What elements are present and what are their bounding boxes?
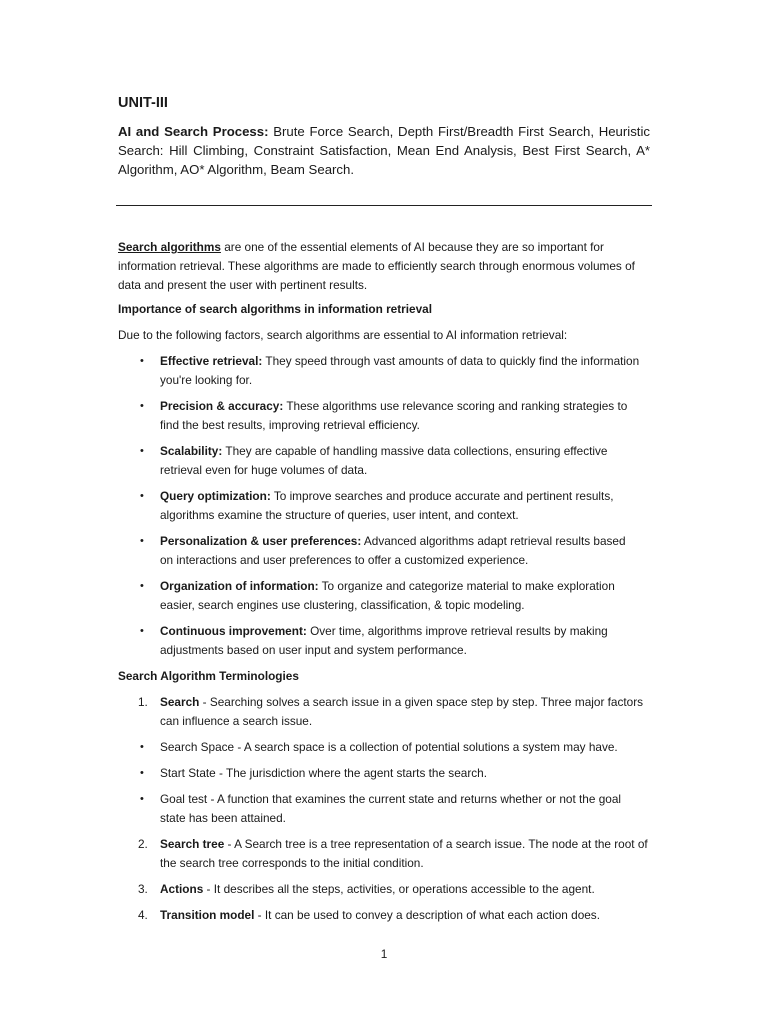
- intro-term: Search algorithms: [118, 240, 221, 254]
- unit-topics-label: AI and Search Process:: [118, 124, 269, 139]
- unit-topics: [118, 122, 650, 179]
- item-text: Over time, algorithms improve retrieval results by making adjustments based on user input and system performance.: [160, 624, 608, 657]
- item-term: Continuous improvement:: [160, 624, 307, 638]
- list-item: [118, 764, 640, 783]
- item-text: Goal test - A function that examines the current state and returns whether or not the goal state has been attained.: [160, 792, 621, 825]
- search-factors-list: [118, 738, 658, 828]
- item-text: To improve searches and produce accurate and pertinent results, algorithms examine the structure of queries, user intent, and context.: [160, 489, 614, 522]
- list-item: [118, 790, 640, 828]
- item-text: Search Space - A search space is a collection of potential solutions a system may have.: [160, 740, 618, 754]
- item-text: - Searching solves a search issue in a given space step by step. Three major factors can influence a search issue.: [160, 695, 644, 728]
- bullet-icon: •: [140, 767, 144, 779]
- item-text: They are capable of handling massive data collections, ensuring effective retrieval even for huge volumes of data.: [160, 444, 608, 477]
- importance-list: [118, 352, 658, 660]
- list-item: [118, 577, 640, 615]
- item-term: Search: [160, 695, 200, 709]
- list-item: [118, 442, 640, 480]
- item-term: Search tree: [160, 837, 225, 851]
- page-number: 1: [380, 947, 388, 961]
- list-item: [118, 738, 640, 757]
- item-term: Transition model: [160, 908, 255, 922]
- item-text: - It can be used to convey a description of what each action does.: [254, 908, 600, 922]
- list-item: [118, 397, 640, 435]
- item-term: Precision & accuracy:: [160, 399, 284, 413]
- item-text: These algorithms use relevance scoring and ranking strategies to find the best results, improving retrieval efficiency.: [160, 399, 628, 432]
- bullet-icon: •: [140, 741, 144, 753]
- item-text: Start State - The jurisdiction where the agent starts the search.: [160, 766, 487, 780]
- list-item: [118, 622, 640, 660]
- bullet-icon: •: [140, 355, 144, 367]
- list-item: [118, 532, 640, 570]
- numbered-item: [118, 880, 650, 899]
- item-text: Advanced algorithms adapt retrieval results based on interactions and user preferences to offer a customized experience.: [160, 534, 626, 567]
- unit-topics-list: Brute Force Search, Depth First/Breadth First Search, Heuristic Search: Hill Climbing, Constraint Satisfaction, Mean End Analysis, Best First Search, A* Algorithm, AO* Algorithm, Beam Search.: [118, 124, 650, 177]
- importance-heading: Importance of search algorithms in information retrieval: [118, 302, 432, 316]
- item-term: Scalability:: [160, 444, 223, 458]
- item-number: 1.: [138, 695, 148, 709]
- item-text: To organize and categorize material to make exploration easier, search engines use clustering, classification, & topic modeling.: [160, 579, 615, 612]
- importance-lead: Due to the following factors, search algorithms are essential to AI information retrieval:: [118, 328, 568, 342]
- document-body: [118, 238, 658, 932]
- item-number: 3.: [138, 882, 148, 896]
- bullet-icon: •: [140, 793, 144, 805]
- numbered-item: [118, 906, 650, 925]
- list-item: [118, 352, 640, 390]
- list-item: [118, 487, 640, 525]
- item-text: - It describes all the steps, activities, or operations accessible to the agent.: [203, 882, 595, 896]
- item-term: Query optimization:: [160, 489, 271, 503]
- terminology-heading: Search Algorithm Terminologies: [118, 669, 299, 683]
- item-term: Organization of information:: [160, 579, 319, 593]
- item-number: 2.: [138, 837, 148, 851]
- bullet-icon: •: [140, 580, 144, 592]
- item-term: Personalization & user preferences:: [160, 534, 362, 548]
- item-term: Effective retrieval:: [160, 354, 263, 368]
- horizontal-rule: [116, 205, 652, 206]
- bullet-icon: •: [140, 490, 144, 502]
- item-number: 4.: [138, 908, 148, 922]
- terminology-list: [118, 693, 658, 731]
- numbered-item: [118, 693, 650, 731]
- item-text: They speed through vast amounts of data to quickly find the information you're looking for.: [160, 354, 640, 387]
- bullet-icon: •: [140, 535, 144, 547]
- numbered-item: [118, 835, 650, 873]
- intro-paragraph: [118, 238, 658, 295]
- unit-title: UNIT-III: [118, 95, 168, 111]
- bullet-icon: •: [140, 445, 144, 457]
- item-term: Actions: [160, 882, 204, 896]
- terminology-list-continued: [118, 835, 658, 925]
- bullet-icon: •: [140, 625, 144, 637]
- bullet-icon: •: [140, 400, 144, 412]
- item-text: - A Search tree is a tree representation of a search issue. The node at the root of the search tree corresponds to the initial condition.: [160, 837, 648, 870]
- intro-text: are one of the essential elements of AI because they are so important for information retrieval. These algorithms are made to efficiently search through enormous volumes of data and present the user with pertinent results.: [118, 240, 635, 292]
